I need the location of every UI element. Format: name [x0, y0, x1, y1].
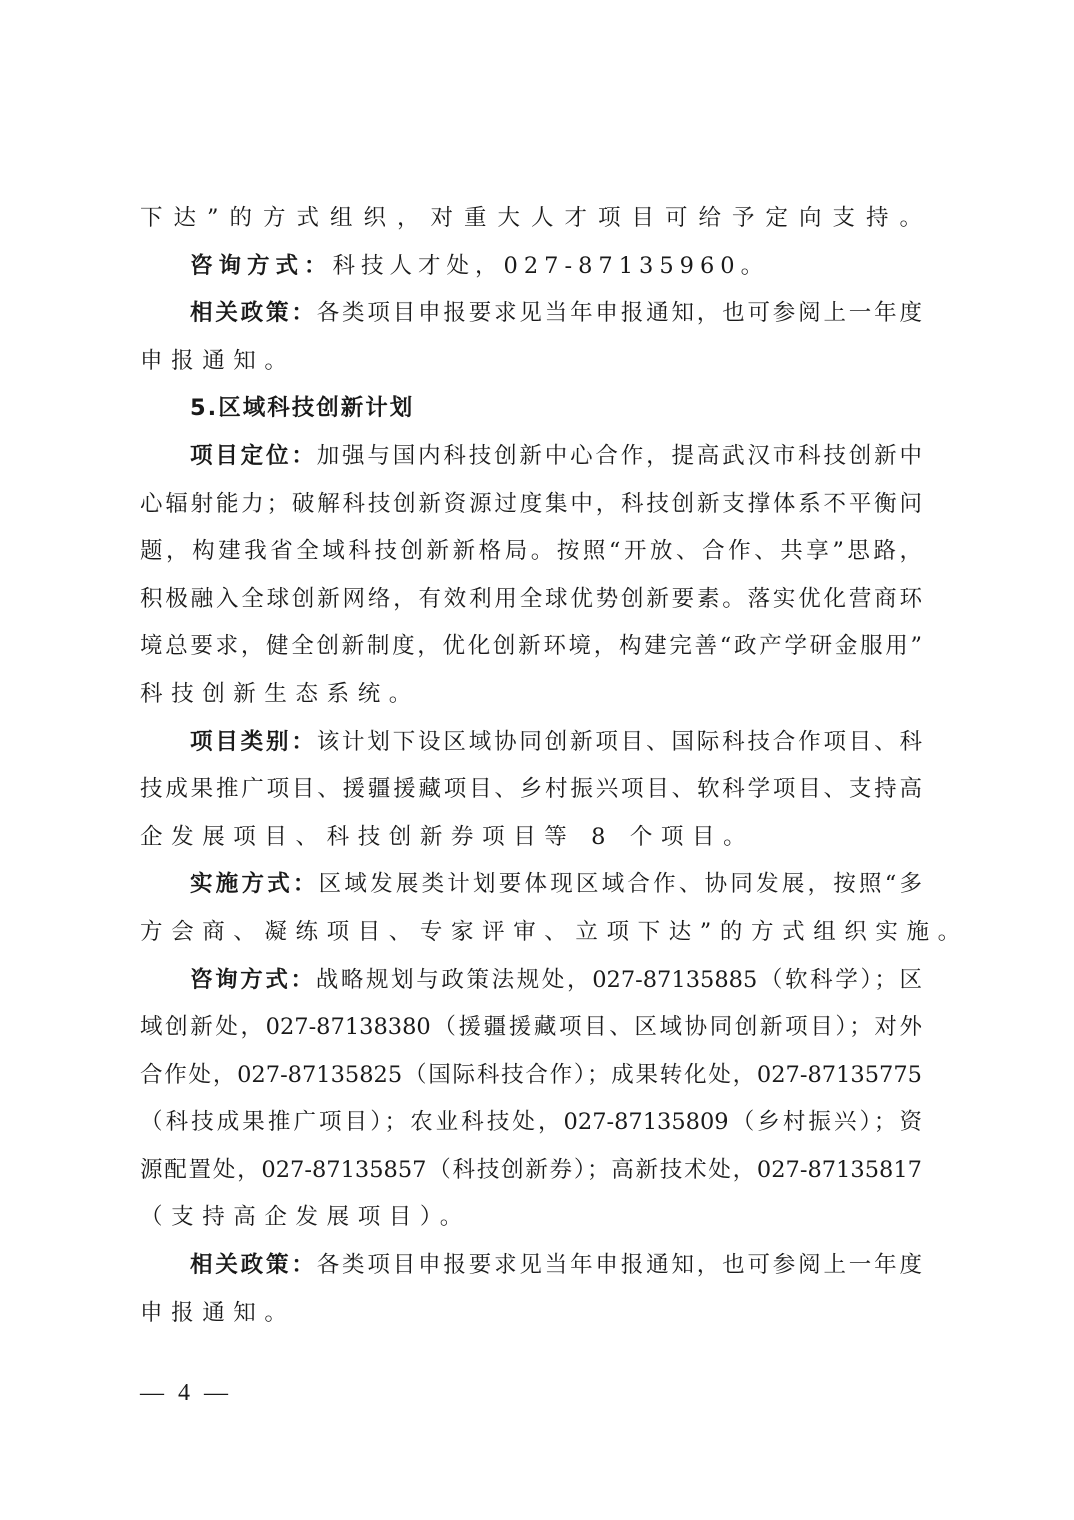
paragraph-line: 申报通知。: [140, 1299, 296, 1326]
implementation-text: 区域发展类计划要体现区域合作、协同发展，按照“多: [318, 871, 922, 898]
section-contact-text: 战略规划与政策法规处，027-87135885（软科学）；区: [315, 966, 922, 993]
paragraph-line: 企发展项目、科技创新券项目等 8 个项目。: [140, 823, 755, 850]
section-policy-paragraph: [140, 1242, 922, 1290]
paragraph-line: 域创新处，027-87138380（援疆援藏项目、区域协同创新项目）；对外: [140, 1014, 922, 1041]
policy-paragraph: [140, 290, 922, 338]
paragraph-line: （科技成果推广项目）；农业科技处，027-87135809（乡村振兴）；资: [140, 1109, 922, 1136]
paragraph-line: 合作处，027-87135825（国际科技合作）；成果转化处，027-87135775: [140, 1061, 922, 1088]
paragraph-line: （支持高企发展项目）。: [140, 1204, 471, 1231]
section-contact-paragraph: [140, 957, 922, 1005]
contact-text: 科技人才处，027-87135960。: [332, 252, 770, 279]
positioning-text: 加强与国内科技创新中心合作，提高武汉市科技创新中: [316, 442, 922, 469]
contact-paragraph: [140, 243, 922, 291]
section-heading: 5.区域科技创新计划: [190, 395, 415, 422]
paragraph-line: 下达”的方式组织，对重大人才项目可给予定向支持。: [140, 205, 922, 231]
section-contact-label: 咨询方式：: [190, 966, 316, 993]
page-number: — 4 —: [140, 1380, 232, 1406]
paragraph-line: 科技创新生态系统。: [140, 680, 420, 707]
policy-label: 相关政策：: [190, 300, 317, 327]
paragraph-line: 申报通知。: [140, 347, 296, 374]
positioning-label: 项目定位：: [190, 442, 317, 469]
section-policy-label: 相关政策：: [190, 1252, 317, 1279]
implementation-label: 实施方式：: [190, 871, 319, 898]
paragraph-line: 源配置处，027-87135857（科技创新券）；高新技术处，027-87135817: [140, 1156, 922, 1183]
paragraph-line: 技成果推广项目、援疆援藏项目、乡村振兴项目、软科学项目、支持高: [140, 776, 922, 803]
positioning-paragraph: [140, 433, 922, 481]
paragraph-line: 境总要求，健全创新制度，优化创新环境，构建完善“政产学研金服用”: [140, 633, 922, 660]
paragraph-line: 积极融入全球创新网络，有效利用全球优势创新要素。落实优化营商环: [140, 585, 922, 612]
policy-text: 各类项目申报要求见当年申报通知，也可参阅上一年度: [316, 300, 922, 327]
categories-label: 项目类别：: [190, 728, 317, 755]
paragraph-line: 心辐射能力；破解科技创新资源过度集中，科技创新支撑体系不平衡问: [140, 490, 922, 517]
section-policy-text: 各类项目申报要求见当年申报通知，也可参阅上一年度: [316, 1252, 922, 1279]
paragraph-line: 题，构建我省全域科技创新新格局。按照“开放、合作、共享”思路，: [140, 538, 922, 565]
paragraph-line: 方会商、凝练项目、专家评审、立项下达”的方式组织实施。: [140, 918, 969, 945]
contact-label: 咨询方式：: [190, 252, 333, 279]
categories-text: 该计划下设区域协同创新项目、国际科技合作项目、科: [316, 728, 922, 755]
document-page: [140, 195, 969, 1337]
categories-paragraph: [140, 719, 922, 767]
implementation-paragraph: [140, 861, 922, 909]
